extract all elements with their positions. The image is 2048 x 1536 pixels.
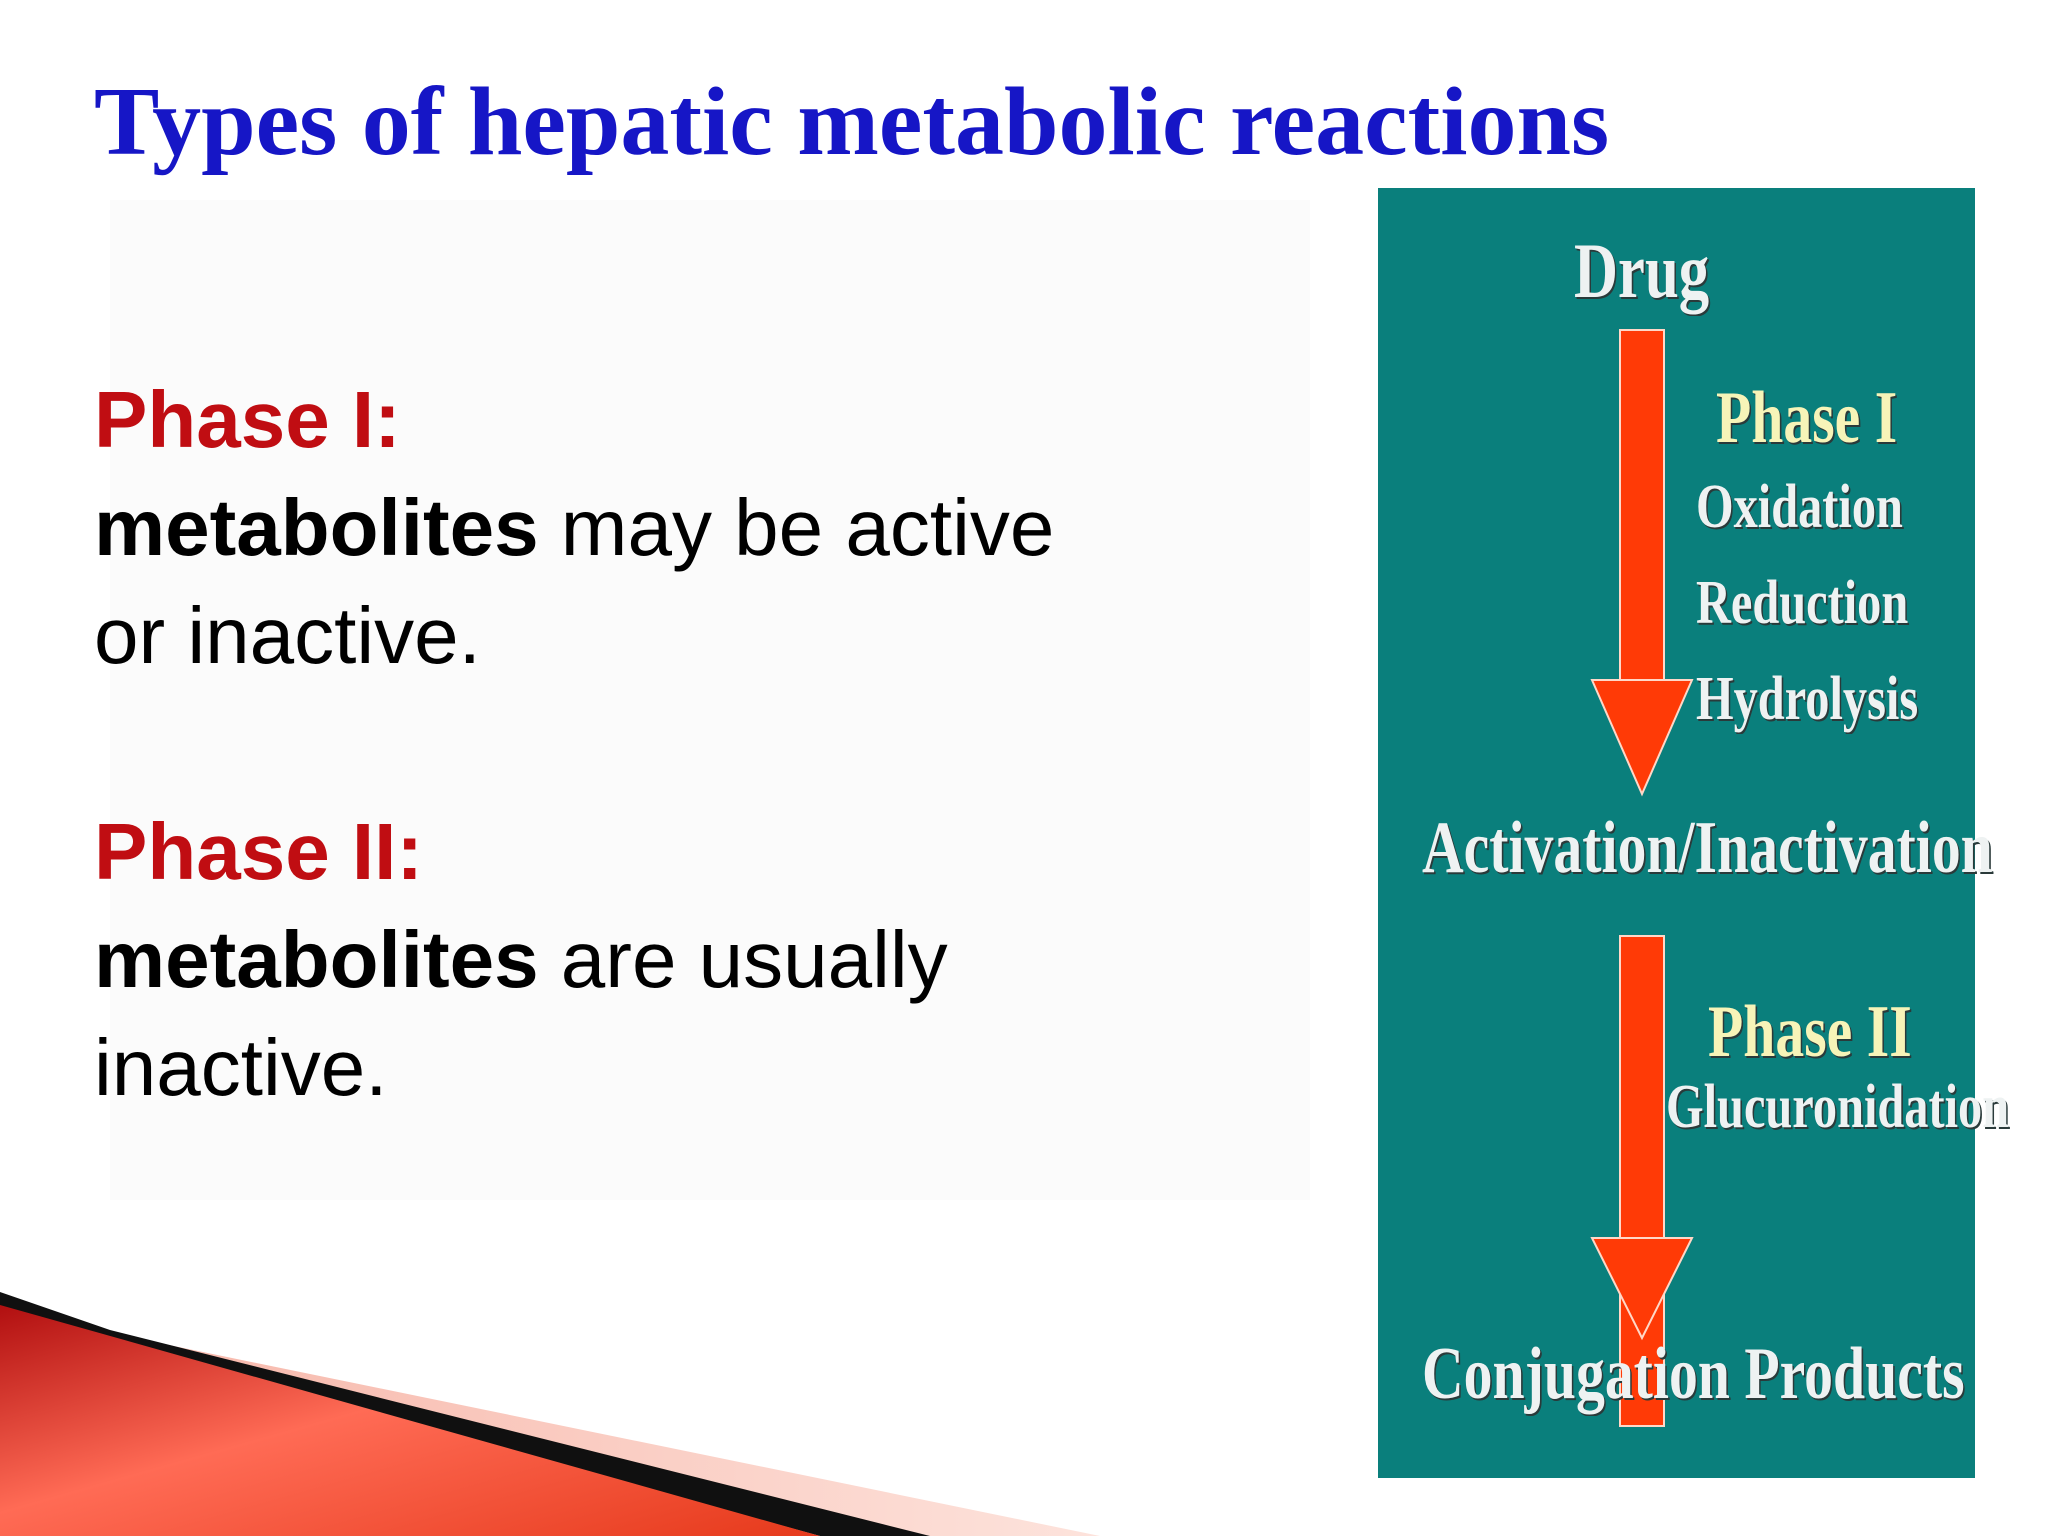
spacer [94,690,1294,798]
product-label: Conjugation Products [1422,1333,1965,1415]
phase2-line1-rest: are usually [538,915,948,1004]
phase1-step-oxidation: Oxidation [1696,473,1903,541]
phase2-bold-word: metabolites [94,915,539,1004]
drug-label: Drug [1574,227,1710,314]
phase1-label: Phase I [1716,377,1898,459]
phase2-heading: Phase II: [94,807,424,896]
phase2-line1 [94,906,1294,1014]
intermediate-label: Activation/Inactivation [1422,807,1993,889]
phase1-bold-word: metabolites [94,483,539,572]
phase1-step-reduction: Reduction [1696,569,1909,637]
phase1-heading: Phase I: [94,375,401,464]
phase1-line2: or inactive. [94,591,481,680]
phase1-step-hydrolysis: Hydrolysis [1696,665,1919,733]
phase2-line2: inactive. [94,1023,388,1112]
phase2-label: Phase II [1708,991,1912,1073]
slide-title: Types of hepatic metabolic reactions [94,68,1610,176]
phase1-line1 [94,474,1294,582]
slide-body [94,366,1294,1122]
phase1-line1-rest: may be active [538,483,1055,572]
metabolism-diagram [1378,188,2010,1478]
phase2-step-glucuronidation: Glucuronidation [1666,1073,2010,1141]
